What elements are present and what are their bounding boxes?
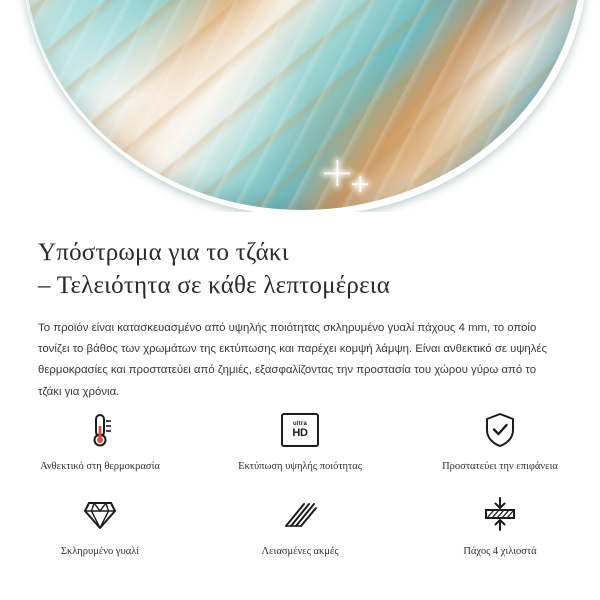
- marble-glass-disc-icon: [22, 0, 582, 210]
- feature-label: Λειασμένες ακμές: [261, 546, 339, 558]
- feature-item-surface-protection: [400, 404, 600, 475]
- content-block: [0, 212, 600, 403]
- ultra-hd-badge-bottom: HD: [292, 427, 308, 439]
- feature-label: Σκληρυμένο γυαλί: [60, 546, 140, 558]
- ultra-hd-badge-top: ultra: [292, 421, 307, 427]
- feature-item-polished-edges: [200, 489, 400, 560]
- feature-item-heat-resistant: [0, 404, 200, 475]
- feature-label: Εκτύπωση υψηλής ποιότητας: [238, 461, 362, 472]
- thermometer-icon: [82, 408, 118, 452]
- feature-label: Ανθεκτικό στη θερμοκρασία: [40, 461, 160, 472]
- feature-item-tempered-glass: [0, 489, 200, 560]
- hero-image: [0, 0, 600, 212]
- feature-label: Πάχος 4 χιλιοστά: [463, 546, 537, 558]
- headline-line-2: – Τελειότητα σε κάθε λεπτομέρεια: [38, 272, 391, 299]
- marble-veins-overlay: [22, 0, 582, 210]
- feature-item-thickness: [400, 489, 600, 560]
- ultra-hd-icon: [281, 408, 319, 452]
- polished-edges-icon: [280, 493, 320, 537]
- shield-check-icon: [483, 408, 517, 452]
- page-title: [0, 212, 600, 302]
- thickness-arrows-icon: [480, 493, 520, 537]
- feature-item-print-quality: [200, 404, 400, 475]
- feature-label: Προστατεύει την επιφάνεια: [442, 461, 558, 472]
- diamond-icon: [81, 493, 119, 537]
- description-paragraph: Το προϊόν είναι κατασκευασμένο από υψηλής ποιότητας σκληρυμένο γυαλί πάχους 4 mm, το οποίο τονίζει το βάθος των χρωμάτων της εκτύπωσης και παρέχει κομψή λάμψη. Είναι ανθεκτικό σε υψηλές θερμοκρασίες και προστατεύει από ζημιές, εξασφαλίζοντας την προστασία του χώρου γύρω από το τζάκι για χρόνια.: [38, 322, 548, 398]
- headline-line-1: Υπόστρωμα για το τζάκι: [38, 239, 289, 266]
- feature-grid: [0, 404, 600, 560]
